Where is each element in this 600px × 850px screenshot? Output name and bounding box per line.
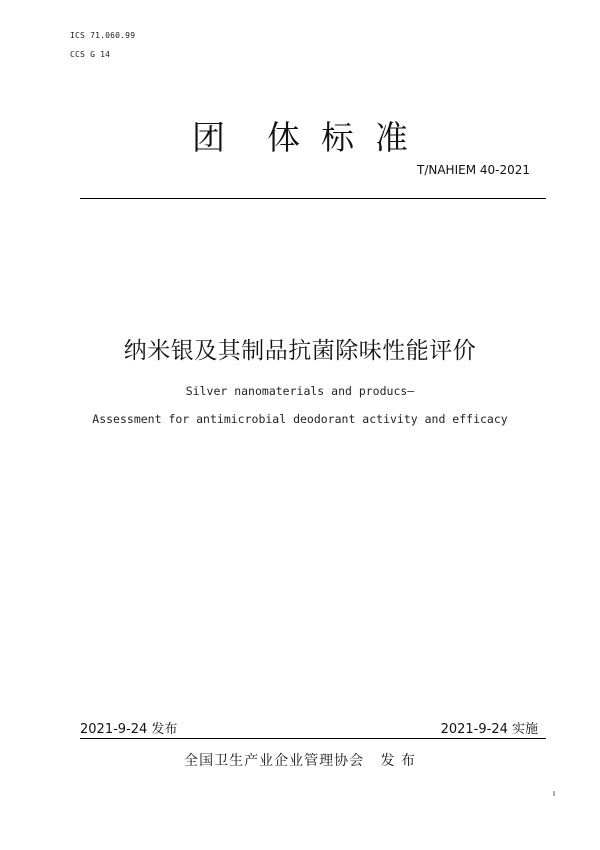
ics-code: ICS 71.060.99 bbox=[70, 31, 136, 40]
ccs-code: CCS G 14 bbox=[70, 50, 111, 59]
standard-category-title: 团 体 标 准 bbox=[192, 118, 408, 157]
implementation-date: 2021-9-24 实施 bbox=[440, 722, 538, 737]
standard-number: T/NAHIEM 40-2021 bbox=[416, 163, 530, 177]
document-title-english-line1: Silver nanomaterials and producs— bbox=[185, 384, 415, 398]
document-title-english-line2: Assessment for antimicrobial deodorant activity and efficacy bbox=[92, 412, 508, 426]
document-title-chinese: 纳米银及其制品抗菌除味性能评价 bbox=[123, 338, 477, 364]
publish-date: 2021-9-24 发布 bbox=[80, 722, 178, 737]
bottom-divider bbox=[80, 738, 546, 739]
top-divider bbox=[80, 198, 546, 199]
issuing-organization: 全国卫生产业企业管理协会 发 布 bbox=[184, 753, 416, 769]
page-number: I bbox=[553, 790, 556, 798]
